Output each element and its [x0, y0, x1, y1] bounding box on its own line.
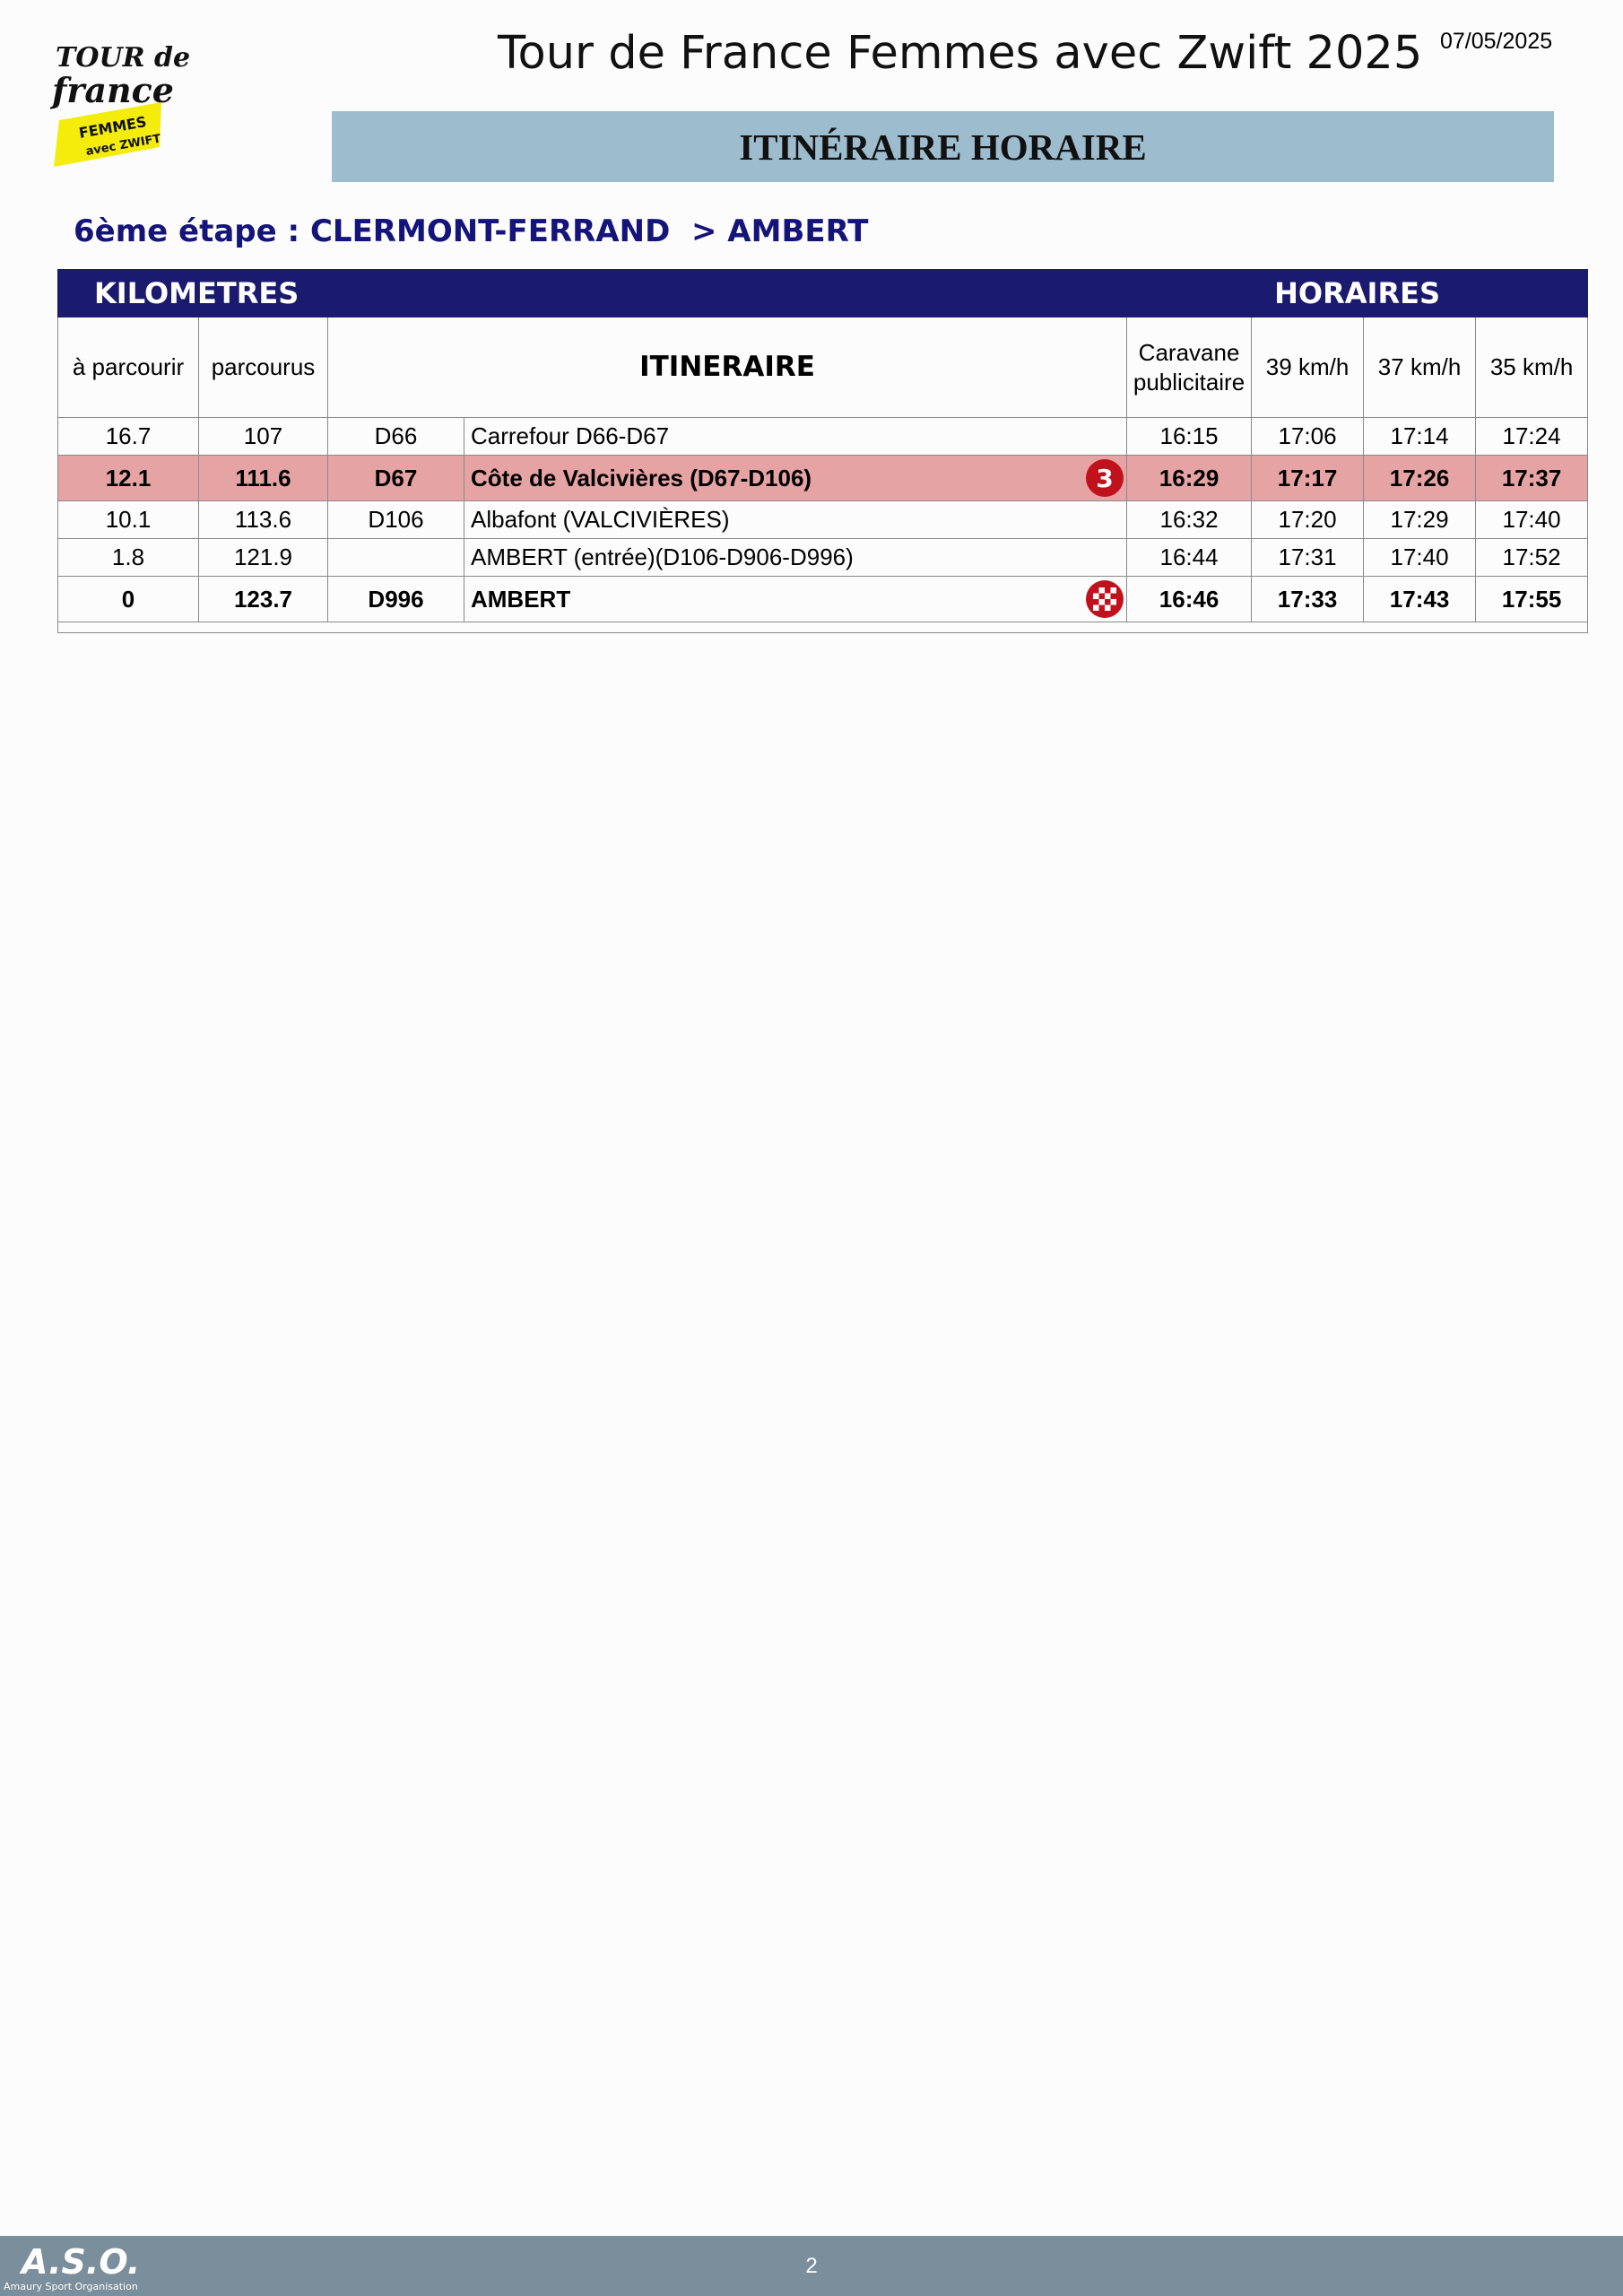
band-kilometres: KILOMETRES — [58, 270, 1127, 317]
time-37kmh: 17:40 — [1364, 539, 1476, 577]
place-cell — [464, 418, 1127, 456]
page-footer — [0, 2236, 1623, 2296]
place-name: AMBERT — [471, 585, 571, 613]
km-parcourus: 107 — [199, 418, 328, 456]
col-35kmh: 35 km/h — [1476, 317, 1588, 418]
logo-badge-femmes: FEMMES — [77, 113, 148, 142]
time-35kmh: 17:37 — [1476, 456, 1588, 501]
table-row — [58, 501, 1588, 539]
place-cell — [464, 577, 1127, 622]
time-caravane: 16:46 — [1127, 577, 1252, 622]
place-cell — [464, 456, 1127, 501]
km-a-parcourir: 0 — [58, 577, 199, 622]
col-caravane: Caravane publicitaire — [1127, 317, 1252, 418]
table-row-climb — [58, 456, 1588, 501]
col-37kmh: 37 km/h — [1364, 317, 1476, 418]
aso-logo-subtitle: Amaury Sport Organisation — [4, 2281, 138, 2292]
road-number: D106 — [328, 501, 464, 539]
time-35kmh: 17:24 — [1476, 418, 1588, 456]
itinerary-banner: ITINÉRAIRE HORAIRE — [332, 111, 1554, 182]
km-a-parcourir: 10.1 — [58, 501, 199, 539]
place-name: Côte de Valcivières (D67-D106) — [471, 464, 812, 491]
road-number: D66 — [328, 418, 464, 456]
time-39kmh: 17:17 — [1252, 456, 1364, 501]
stage-title: 6ème étape : CLERMONT-FERRAND > AMBERT — [74, 213, 869, 249]
time-37kmh: 17:14 — [1364, 418, 1476, 456]
aso-logo-text: A.S.O. — [22, 2242, 141, 2282]
place-cell — [464, 501, 1127, 539]
km-a-parcourir: 16.7 — [58, 418, 199, 456]
col-a-parcourir: à parcourir — [58, 317, 199, 418]
km-parcourus: 113.6 — [199, 501, 328, 539]
table-spacer-row — [58, 622, 1588, 633]
checkered-pattern — [1093, 587, 1116, 611]
finish-flag-icon — [1086, 580, 1124, 618]
tour-de-france-femmes-logo — [52, 32, 191, 171]
table-band-row — [58, 270, 1588, 317]
logo-line1: TOUR de — [56, 42, 191, 74]
column-header-row — [58, 317, 1588, 418]
climb-category-icon: 3 — [1086, 459, 1124, 497]
time-39kmh: 17:20 — [1252, 501, 1364, 539]
spacer-cell — [58, 622, 1588, 633]
time-39kmh: 17:33 — [1252, 577, 1364, 622]
place-cell — [464, 539, 1127, 577]
km-parcourus: 111.6 — [199, 456, 328, 501]
document-date: 07/05/2025 — [1440, 29, 1553, 54]
time-39kmh: 17:31 — [1252, 539, 1364, 577]
table-row — [58, 418, 1588, 456]
time-caravane: 16:32 — [1127, 501, 1252, 539]
itinerary-table — [57, 269, 1588, 633]
road-number: D996 — [328, 577, 464, 622]
band-horaires: HORAIRES — [1127, 270, 1588, 317]
road-number — [328, 539, 464, 577]
time-caravane: 16:44 — [1127, 539, 1252, 577]
km-parcourus: 121.9 — [199, 539, 328, 577]
table-row-finish — [58, 577, 1588, 622]
table-row — [58, 539, 1588, 577]
logo-badge-zwift: avec ZWIFT — [84, 132, 162, 159]
km-a-parcourir: 1.8 — [58, 539, 199, 577]
time-caravane: 16:15 — [1127, 418, 1252, 456]
col-parcourus: parcourus — [199, 317, 328, 418]
time-35kmh: 17:55 — [1476, 577, 1588, 622]
place-name: AMBERT (entrée)(D106-D906-D996) — [471, 544, 854, 570]
km-a-parcourir: 12.1 — [58, 456, 199, 501]
road-number: D67 — [328, 456, 464, 501]
time-35kmh: 17:52 — [1476, 539, 1588, 577]
place-name: Carrefour D66-D67 — [471, 422, 670, 449]
time-37kmh: 17:26 — [1364, 456, 1476, 501]
page-number: 2 — [805, 2254, 818, 2278]
time-37kmh: 17:43 — [1364, 577, 1476, 622]
document-title: Tour de France Femmes avec Zwift 2025 — [498, 27, 1423, 80]
time-caravane: 16:29 — [1127, 456, 1252, 501]
km-parcourus: 123.7 — [199, 577, 328, 622]
col-39kmh: 39 km/h — [1252, 317, 1364, 418]
time-35kmh: 17:40 — [1476, 501, 1588, 539]
time-39kmh: 17:06 — [1252, 418, 1364, 456]
place-name: Albafont (VALCIVIÈRES) — [471, 506, 730, 533]
col-itineraire: ITINERAIRE — [328, 317, 1127, 418]
logo-line2: france — [52, 70, 174, 110]
time-37kmh: 17:29 — [1364, 501, 1476, 539]
